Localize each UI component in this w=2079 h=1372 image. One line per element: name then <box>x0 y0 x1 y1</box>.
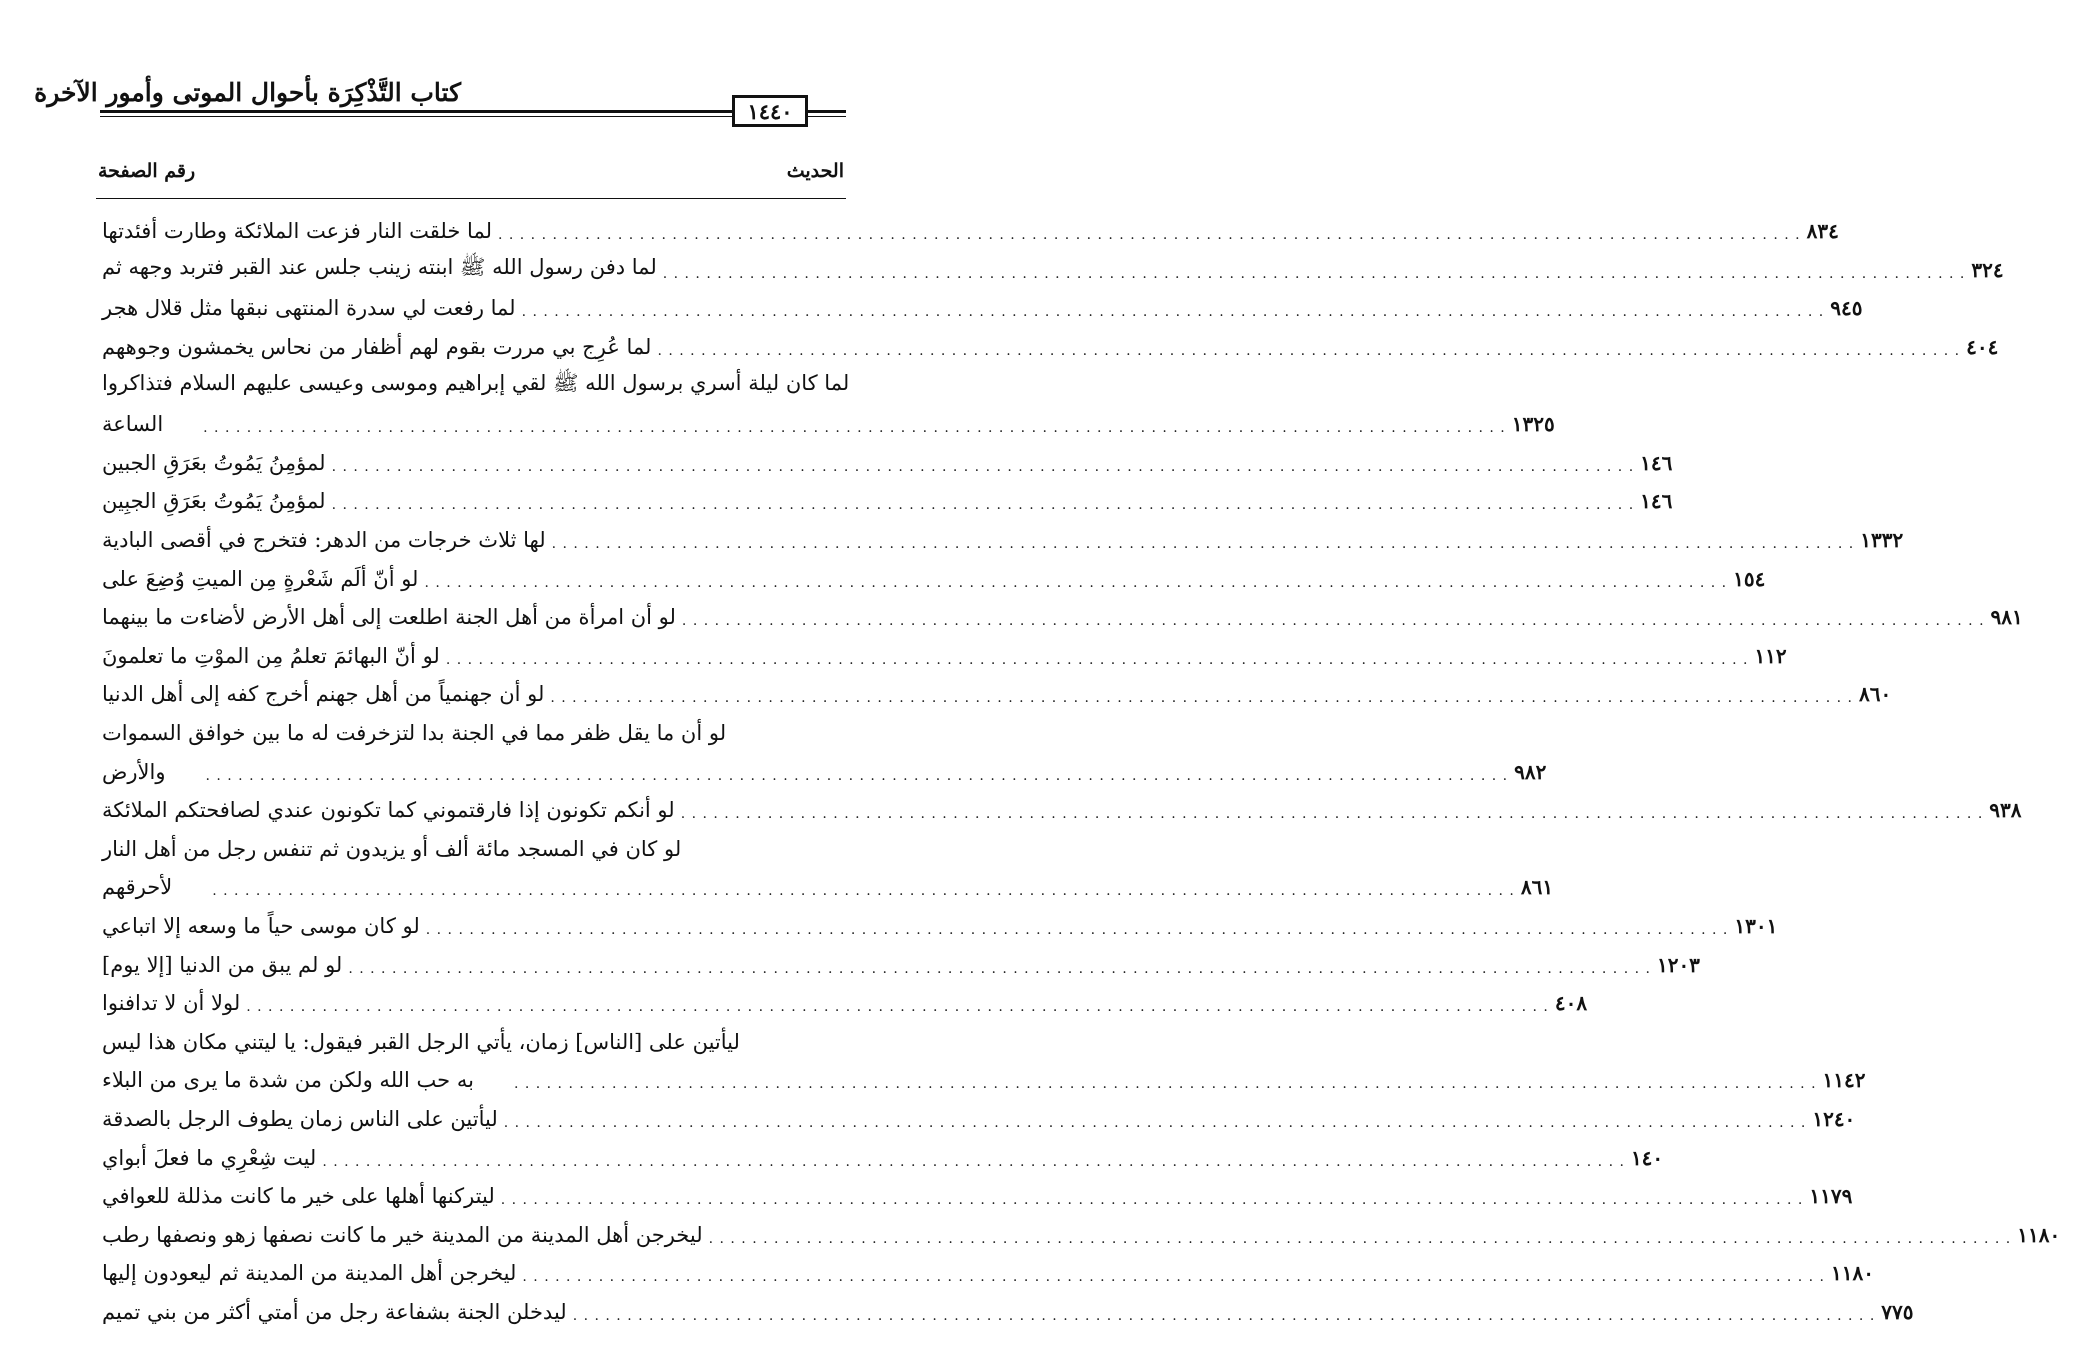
entry-line <box>96 559 1766 598</box>
index-entry <box>96 984 1588 1023</box>
entry-line <box>96 482 1673 521</box>
index-entry <box>96 598 2023 637</box>
entry-line <box>96 791 2022 830</box>
leader-dots: . . . . . . . . . . . . . . . . . . . . . . . . . . . . . . . . . . . . . . . . . . . . . . . . . . . . . . . . . . . . . . . . . . . . . . . . . . . . . . . . . . . . . . . . . . . . . . . . . . . . . . . . . . . . . . . . . . . . . . . . <box>681 613 1985 630</box>
index-entry <box>96 1177 1853 1216</box>
hadith-text: لو كان موسى حياً ما وسعه إلا اتباعي <box>102 913 420 938</box>
entry-line <box>96 405 1555 444</box>
entry-line <box>96 328 1999 367</box>
index-entry <box>96 444 1673 483</box>
hadith-text: ليخرجن أهل المدينة من المدينة خير ما كانت نصفها زهو ونصفها رطب <box>102 1222 703 1247</box>
page-reference: ١٢٠٣ <box>1656 952 1700 977</box>
leader-dots: . . . . . . . . . . . . . . . . . . . . . . . . . . . . . . . . . . . . . . . . . . . . . . . . . . . . . . . . . . . . . . . . . . . . . . . . . . . . . . . . . . . . . . . . . . . . . . . . . . . . . . . . . . . . . . . . . . . . . . . . <box>246 999 1549 1016</box>
entry-line <box>96 868 1554 907</box>
entry-line <box>96 1061 1866 1100</box>
index-entry <box>96 1138 1664 1177</box>
leader-dots: . . . . . . . . . . . . . . . . . . . . . . . . . . . . . . . . . . . . . . . . . . . . . . . . . . . . . . . . . . . . . . . . . . . . . . . . . . . . . . . . . . . . . . . . . . . . . . . . . . . . . . . . . . . . . . . . . . . . . . . . <box>497 227 1801 244</box>
hadith-text: لأحرقهم <box>102 875 173 900</box>
hadith-text: لو أنّ ألَم شَعْرةٍ مِن الميتِ وُضِعَ على <box>102 566 419 591</box>
index-entry <box>96 289 1863 328</box>
index-entry <box>96 212 1839 251</box>
hadith-index-list <box>96 212 2061 1331</box>
entry-line <box>96 830 846 869</box>
leader-dots: . . . . . . . . . . . . . . . . . . . . . . . . . . . . . . . . . . . . . . . . . . . . . . . . . . . . . . . . . . . . . . . . . . . . . . . . . . . . . . . . . . . . . . . . . . . . . . . . . . . . . . . . . . . . . . . . . . . . . . . . <box>550 690 1853 707</box>
hadith-text: لو أنّ البهائمَ تعلمُ مِن الموْتِ ما تعلمونَ <box>102 643 440 668</box>
leader-dots: . . . . . . . . . . . . . . . . . . . . . . . . . . . . . . . . . . . . . . . . . . . . . . . . . . . . . . . . . . . . . . . . . . . . . . . . . . . . . . . . . . . . . . . . . . . . . . . . . . . . . . . . . . . . . . . . . . . . . . . . <box>445 651 1749 668</box>
leader-dots: . . . . . . . . . . . . . . . . . . . . . . . . . . . . . . . . . . . . . . . . . . . . . . . . . . . . . . . . . . . . . . . . . . . . . . . . . . . . . . . . . . . . . . . . . . . . . . . . . . . . . . . . . . . . . . . . . . . . . . . . <box>205 767 1509 784</box>
running-header-title: كتاب التَّذْكِرَة بأحوال الموتى وأمور الآخرة <box>34 78 461 107</box>
hadith-text: لو أن امرأة من أهل الجنة اطلعت إلى أهل الأرض لأضاءت ما بينهما <box>102 605 676 630</box>
leader-dots: . . . . . . . . . . . . . . . . . . . . . . . . . . . . . . . . . . . . . . . . . . . . . . . . . . . . . . . . . . . . . . . . . . . . . . . . . . . . . . . . . . . . . . . . . . . . . . . . . . . . . . . . . . . . . . . . . . . . . . . . <box>348 960 1651 977</box>
index-entry <box>96 907 1778 946</box>
hadith-text: ليأتين على الناس زمان يطوف الرجل بالصدقة <box>102 1106 498 1131</box>
leader-dots: . . . . . . . . . . . . . . . . . . . . . . . . . . . . . . . . . . . . . . . . . . . . . . . . . . . . . . . . . . . . . . . . . . . . . . . . . . . . . . . . . . . . . . . . . . . . . . . . . . . . . . . . . . . . . . . . . . . . . . . . <box>203 420 1506 437</box>
hadith-text: لولا أن لا تدافنوا <box>102 991 241 1016</box>
leader-dots: . . . . . . . . . . . . . . . . . . . . . . . . . . . . . . . . . . . . . . . . . . . . . . . . . . . . . . . . . . . . . . . . . . . . . . . . . . . . . . . . . . . . . . . . . . . . . . . . . . . . . . . . . . . . . . . . . . . . . . . . <box>322 1153 1625 1170</box>
entry-line <box>96 598 2023 637</box>
entry-line <box>96 945 1700 984</box>
page-reference: ٩٣٨ <box>1989 798 2022 823</box>
page-reference: ١٣٣٢ <box>1860 528 1904 553</box>
page-reference: ١١٨٠ <box>2017 1222 2061 1247</box>
entry-line <box>96 289 1863 328</box>
hadith-text: لو أن ما يقل ظفر مما في الجنة بدا لتزخرفت له ما بين خوافق السموات <box>102 721 727 746</box>
leader-dots: . . . . . . . . . . . . . . . . . . . . . . . . . . . . . . . . . . . . . . . . . . . . . . . . . . . . . . . . . . . . . . . . . . . . . . . . . . . . . . . . . . . . . . . . . . . . . . . . . . . . . . . . . . . . . . . . . . . . . . . . <box>522 1269 1826 1286</box>
hadith-text: لو كان في المسجد مائة ألف أو يزيدون ثم تنفس رجل من أهل النار <box>102 836 682 861</box>
entry-line <box>96 907 1778 946</box>
page-number-box <box>732 95 808 127</box>
page-reference: ٩٨٢ <box>1514 759 1547 784</box>
entry-line <box>96 1177 1853 1216</box>
entry-line <box>96 444 1673 483</box>
hadith-text: ليدخلن الجنة بشفاعة رجل من أمتي أكثر من بني تميم <box>102 1299 567 1324</box>
index-entry <box>96 1022 1866 1099</box>
index-entry <box>96 328 1999 367</box>
leader-dots: . . . . . . . . . . . . . . . . . . . . . . . . . . . . . . . . . . . . . . . . . . . . . . . . . . . . . . . . . . . . . . . . . . . . . . . . . . . . . . . . . . . . . . . . . . . . . . . . . . . . . . . . . . . . . . . . . . . . . . . . <box>500 1192 1804 1209</box>
leader-dots: . . . . . . . . . . . . . . . . . . . . . . . . . . . . . . . . . . . . . . . . . . . . . . . . . . . . . . . . . . . . . . . . . . . . . . . . . . . . . . . . . . . . . . . . . . . . . . . . . . . . . . . . . . . . . . . . . . . . . . . . <box>424 574 1728 591</box>
hadith-text: لها ثلاث خرجات من الدهر: فتخرج في أقصى البادية <box>102 528 546 553</box>
entry-line <box>96 521 1904 560</box>
entry-line <box>96 1100 1856 1139</box>
leader-dots: . . . . . . . . . . . . . . . . . . . . . . . . . . . . . . . . . . . . . . . . . . . . . . . . . . . . . . . . . . . . . . . . . . . . . . . . . . . . . . . . . . . . . . . . . . . . . . . . . . . . . . . . . . . . . . . . . . . . . . . . <box>708 1230 2012 1247</box>
page-reference: ١٥٤ <box>1733 566 1766 591</box>
leader-dots: . . . . . . . . . . . . . . . . . . . . . . . . . . . . . . . . . . . . . . . . . . . . . . . . . . . . . . . . . . . . . . . . . . . . . . . . . . . . . . . . . . . . . . . . . . . . . . . . . . . . . . . . . . . . . . . . . . . . . . . . <box>572 1307 1876 1324</box>
index-entry <box>96 830 1554 907</box>
hadith-text: لما خلقت النار فزعت الملائكة وطارت أفئدتها <box>102 219 492 244</box>
entry-line <box>96 1022 846 1061</box>
index-entry <box>96 675 1892 714</box>
page-reference: ٤٠٤ <box>1966 335 1999 360</box>
entry-line <box>96 675 1892 714</box>
page-reference: ١١٤٢ <box>1822 1068 1866 1093</box>
hadith-text: لما كان ليلة أسري برسول الله ﷺ لقي إبراهيم وموسى وعيسى عليهم السلام فتذاكروا <box>102 371 850 396</box>
hadith-text: لما دفن رسول الله ﷺ ابنته زينب جلس عند القبر فتربد وجهه ثم <box>102 255 657 280</box>
page-reference: ٤٠٨ <box>1554 991 1588 1016</box>
index-entry <box>96 1254 1874 1293</box>
hadith-text: والأرض <box>102 759 166 784</box>
index-entry <box>96 945 1700 984</box>
page-reference: ٨٦١ <box>1520 875 1554 900</box>
entry-line <box>96 984 1588 1023</box>
hadith-text: ليخرجن أهل المدينة من المدينة ثم ليعودون إليها <box>102 1261 517 1286</box>
leader-dots: . . . . . . . . . . . . . . . . . . . . . . . . . . . . . . . . . . . . . . . . . . . . . . . . . . . . . . . . . . . . . . . . . . . . . . . . . . . . . . . . . . . . . . . . . . . . . . . . . . . . . . . . . . . . . . . . . . . . . . . . <box>521 304 1825 321</box>
leader-dots: . . . . . . . . . . . . . . . . . . . . . . . . . . . . . . . . . . . . . . . . . . . . . . . . . . . . . . . . . . . . . . . . . . . . . . . . . . . . . . . . . . . . . . . . . . . . . . . . . . . . . . . . . . . . . . . . . . . . . . . . <box>680 806 1984 823</box>
page-number: ١٤٤٠ <box>747 98 793 124</box>
index-entry <box>96 1215 2061 1254</box>
index-entry <box>96 482 1673 521</box>
page-reference: ١١٢ <box>1754 643 1787 668</box>
leader-dots: . . . . . . . . . . . . . . . . . . . . . . . . . . . . . . . . . . . . . . . . . . . . . . . . . . . . . . . . . . . . . . . . . . . . . . . . . . . . . . . . . . . . . . . . . . . . . . . . . . . . . . . . . . . . . . . . . . . . . . . . <box>657 343 1961 360</box>
hadith-text: ليأتين على [الناس] زمان، يأتي الرجل القبر فيقول: يا ليتني مكان هذا ليس <box>102 1029 740 1054</box>
page-reference: ٨٣٤ <box>1806 219 1839 244</box>
entry-line <box>96 1293 1914 1332</box>
page-reference: ١٢٤٠ <box>1812 1106 1856 1131</box>
page-reference: ١٤٦ <box>1640 450 1673 475</box>
page-reference: ٨٦٠ <box>1858 682 1892 707</box>
entry-line <box>96 212 1839 251</box>
leader-dots: . . . . . . . . . . . . . . . . . . . . . . . . . . . . . . . . . . . . . . . . . . . . . . . . . . . . . . . . . . . . . . . . . . . . . . . . . . . . . . . . . . . . . . . . . . . . . . . . . . . . . . . . . . . . . . . . . . . . . . . . <box>662 265 1966 282</box>
hadith-text: الساعة <box>102 412 164 437</box>
index-entry <box>96 366 1555 443</box>
entry-line <box>96 714 846 753</box>
column-header-rule <box>96 198 846 199</box>
leader-dots: . . . . . . . . . . . . . . . . . . . . . . . . . . . . . . . . . . . . . . . . . . . . . . . . . . . . . . . . . . . . . . . . . . . . . . . . . . . . . . . . . . . . . . . . . . . . . . . . . . . . . . . . . . . . . . . . . . . . . . . . <box>331 458 1635 475</box>
hadith-text: ليت شِعْرِي ما فعلَ أبواي <box>102 1145 317 1170</box>
hadith-text: لو لم يبق من الدنيا [إلا يوم] <box>102 952 343 977</box>
entry-line <box>96 1138 1664 1177</box>
column-header-hadith: الحديث <box>786 160 844 182</box>
index-entry <box>96 1293 1914 1332</box>
leader-dots: . . . . . . . . . . . . . . . . . . . . . . . . . . . . . . . . . . . . . . . . . . . . . . . . . . . . . . . . . . . . . . . . . . . . . . . . . . . . . . . . . . . . . . . . . . . . . . . . . . . . . . . . . . . . . . . . . . . . . . . . <box>425 921 1729 938</box>
page-reference: ٣٢٤ <box>1971 257 2004 282</box>
hadith-text: لمؤمِنُ يَمُوتُ بعَرَقِ الجبين <box>102 450 326 475</box>
leader-dots: . . . . . . . . . . . . . . . . . . . . . . . . . . . . . . . . . . . . . . . . . . . . . . . . . . . . . . . . . . . . . . . . . . . . . . . . . . . . . . . . . . . . . . . . . . . . . . . . . . . . . . . . . . . . . . . . . . . . . . . . <box>513 1076 1817 1093</box>
index-entry <box>96 251 2004 290</box>
leader-dots: . . . . . . . . . . . . . . . . . . . . . . . . . . . . . . . . . . . . . . . . . . . . . . . . . . . . . . . . . . . . . . . . . . . . . . . . . . . . . . . . . . . . . . . . . . . . . . . . . . . . . . . . . . . . . . . . . . . . . . . . <box>331 497 1635 514</box>
index-entry <box>96 714 1547 791</box>
hadith-text: لو أن جهنمياً من أهل جهنم أخرج كفه إلى أهل الدنيا <box>102 682 545 707</box>
index-entry <box>96 1100 1856 1139</box>
leader-dots: . . . . . . . . . . . . . . . . . . . . . . . . . . . . . . . . . . . . . . . . . . . . . . . . . . . . . . . . . . . . . . . . . . . . . . . . . . . . . . . . . . . . . . . . . . . . . . . . . . . . . . . . . . . . . . . . . . . . . . . . <box>551 536 1855 553</box>
entry-line <box>96 1254 1874 1293</box>
hadith-text: لما رفعت لي سدرة المنتهى نبقها مثل قلال هجر <box>102 296 516 321</box>
entry-line <box>96 1215 2061 1254</box>
hadith-text: ليتركنها أهلها على خير ما كانت مذللة للعوافي <box>102 1184 495 1209</box>
index-entry <box>96 521 1904 560</box>
hadith-text: لو أنكم تكونون إذا فارقتموني كما تكونون عندي لصافحتكم الملائكة <box>102 798 675 823</box>
column-header-page: رقم الصفحة <box>98 160 196 182</box>
entry-line <box>96 366 850 405</box>
page-reference: ١٤٦ <box>1640 489 1673 514</box>
index-entry <box>96 637 1787 676</box>
page-reference: ١١٧٩ <box>1809 1184 1853 1209</box>
index-entry <box>96 791 2022 830</box>
page-reference: ٧٧٥ <box>1881 1299 1914 1324</box>
hadith-text: به حب الله ولكن من شدة ما يرى من البلاء <box>102 1068 474 1093</box>
entry-line <box>96 637 1787 676</box>
leader-dots: . . . . . . . . . . . . . . . . . . . . . . . . . . . . . . . . . . . . . . . . . . . . . . . . . . . . . . . . . . . . . . . . . . . . . . . . . . . . . . . . . . . . . . . . . . . . . . . . . . . . . . . . . . . . . . . . . . . . . . . . <box>212 883 1515 900</box>
page-reference: ١١٨٠ <box>1831 1261 1874 1286</box>
leader-dots: . . . . . . . . . . . . . . . . . . . . . . . . . . . . . . . . . . . . . . . . . . . . . . . . . . . . . . . . . . . . . . . . . . . . . . . . . . . . . . . . . . . . . . . . . . . . . . . . . . . . . . . . . . . . . . . . . . . . . . . . <box>503 1114 1807 1131</box>
page-reference: ١٣٠١ <box>1734 913 1778 938</box>
index-entry <box>96 559 1766 598</box>
page-reference: ١٣٢٥ <box>1511 412 1555 437</box>
page-reference: ٩٤٥ <box>1830 296 1863 321</box>
page-reference: ١٤٠ <box>1630 1145 1664 1170</box>
page-reference: ٩٨١ <box>1990 605 2023 630</box>
entry-line <box>96 752 1547 791</box>
hadith-text: لمؤمِنُ يَمُوتُ بعَرَقِ الجبِين <box>102 489 326 514</box>
entry-line <box>96 251 2004 290</box>
hadith-text: لما عُرِج بي مررت بقوم لهم أظفار من نحاس يخمشون وجوههم <box>102 335 652 360</box>
